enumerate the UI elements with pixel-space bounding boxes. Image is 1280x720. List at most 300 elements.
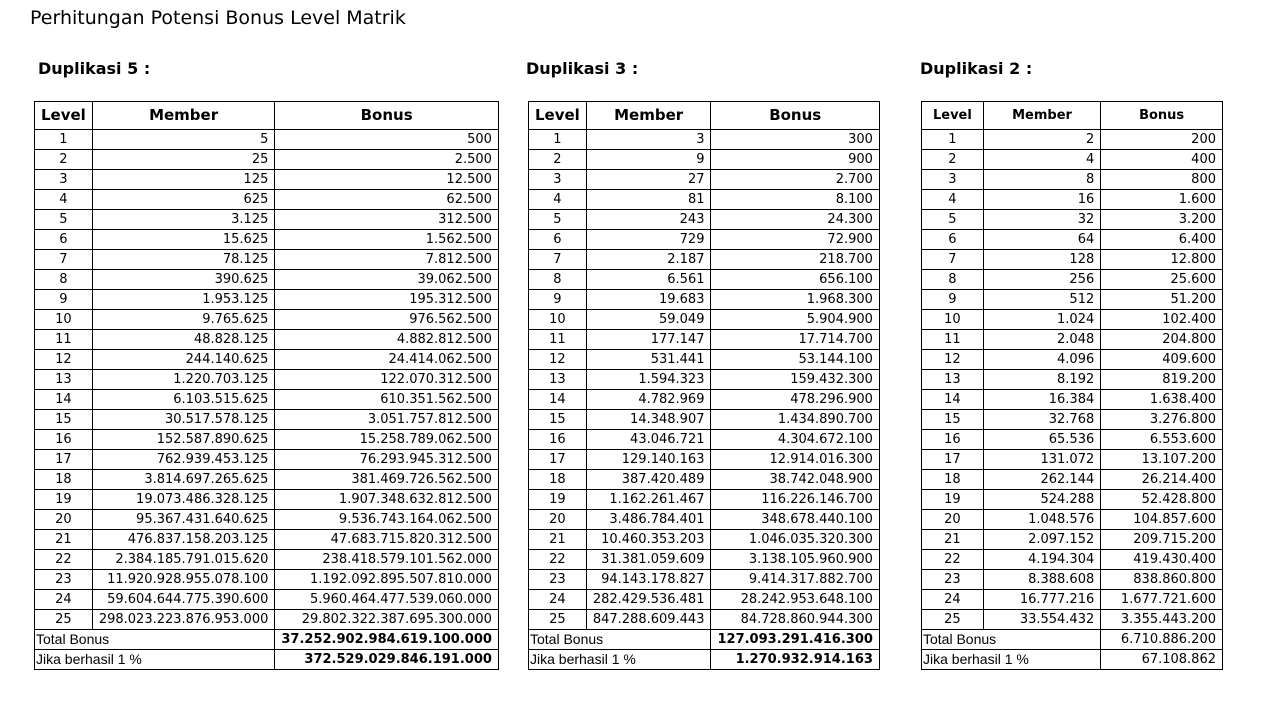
cell-bonus: 12.914.016.300 [711,450,879,470]
cell-bonus: 72.900 [711,230,879,250]
table-row [529,390,880,410]
cell-member: 128 [983,250,1100,270]
cell-bonus: 15.258.789.062.500 [275,430,499,450]
cell-level: 21 [922,530,984,550]
table-row [922,410,1223,430]
table-row [35,290,499,310]
cell-level: 21 [35,530,93,550]
cell-member: 8.388.608 [983,570,1100,590]
cell-level: 16 [35,430,93,450]
cell-level: 11 [922,330,984,350]
table-row [529,470,880,490]
cell-level: 8 [529,270,587,290]
table-row [35,550,499,570]
column-header-member: Member [586,102,711,130]
cell-member: 243 [586,210,711,230]
table-row [529,170,880,190]
cell-bonus: 419.430.400 [1101,550,1223,570]
cell-level: 16 [922,430,984,450]
column-header-member: Member [92,102,275,130]
cell-member: 847.288.609.443 [586,610,711,630]
page-title: Perhitungan Potensi Bonus Level Matrik [30,7,406,29]
cell-level: 10 [35,310,93,330]
cell-bonus: 300 [711,130,879,150]
table-row [922,490,1223,510]
cell-bonus: 5.904.900 [711,310,879,330]
cell-level: 23 [922,570,984,590]
cell-bonus: 38.742.048.900 [711,470,879,490]
table-row [35,310,499,330]
table-row [35,150,499,170]
cell-bonus: 1.434.890.700 [711,410,879,430]
cell-level: 17 [529,450,587,470]
cell-level: 7 [529,250,587,270]
cell-member: 625 [92,190,275,210]
percent-value: 372.529.029.846.191.000 [275,650,499,670]
cell-bonus: 47.683.715.820.312.500 [275,530,499,550]
percent-row [529,650,880,670]
table-row [922,230,1223,250]
total-bonus-label: Total Bonus [529,630,711,650]
cell-bonus: 24.414.062.500 [275,350,499,370]
cell-bonus: 24.300 [711,210,879,230]
cell-bonus: 76.293.945.312.500 [275,450,499,470]
cell-member: 4.782.969 [586,390,711,410]
table-row [922,430,1223,450]
cell-member: 43.046.721 [586,430,711,450]
table-row [35,210,499,230]
cell-level: 21 [529,530,587,550]
table-row [922,470,1223,490]
cell-bonus: 9.536.743.164.062.500 [275,510,499,530]
table-row [35,410,499,430]
table-row [529,230,880,250]
cell-level: 14 [529,390,587,410]
table-row [922,310,1223,330]
cell-level: 5 [922,210,984,230]
cell-bonus: 28.242.953.648.100 [711,590,879,610]
table-row [35,230,499,250]
cell-member: 31.381.059.609 [586,550,711,570]
cell-level: 20 [529,510,587,530]
cell-member: 30.517.578.125 [92,410,275,430]
cell-member: 4.096 [983,350,1100,370]
cell-member: 8.192 [983,370,1100,390]
cell-member: 2.097.152 [983,530,1100,550]
table-row [922,510,1223,530]
cell-level: 23 [35,570,93,590]
cell-bonus: 2.500 [275,150,499,170]
cell-level: 12 [35,350,93,370]
cell-bonus: 838.860.800 [1101,570,1223,590]
cell-bonus: 39.062.500 [275,270,499,290]
table-row [922,250,1223,270]
cell-bonus: 200 [1101,130,1223,150]
cell-member: 5 [92,130,275,150]
cell-level: 17 [35,450,93,470]
table-row [529,510,880,530]
cell-bonus: 3.200 [1101,210,1223,230]
cell-level: 14 [922,390,984,410]
cell-level: 1 [922,130,984,150]
cell-member: 390.625 [92,270,275,290]
cell-member: 3.125 [92,210,275,230]
cell-member: 19.073.486.328.125 [92,490,275,510]
cell-level: 24 [35,590,93,610]
cell-level: 9 [35,290,93,310]
cell-bonus: 159.432.300 [711,370,879,390]
cell-level: 13 [922,370,984,390]
column-header-bonus: Bonus [275,102,499,130]
cell-member: 14.348.907 [586,410,711,430]
cell-member: 15.625 [92,230,275,250]
table-row [529,430,880,450]
cell-level: 3 [529,170,587,190]
cell-level: 14 [35,390,93,410]
cell-level: 22 [529,550,587,570]
total-bonus-label: Total Bonus [922,630,1101,650]
cell-bonus: 656.100 [711,270,879,290]
total-bonus-label: Total Bonus [35,630,275,650]
cell-bonus: 204.800 [1101,330,1223,350]
bonus-table [921,101,1223,670]
cell-level: 5 [529,210,587,230]
cell-member: 8 [983,170,1100,190]
column-header-bonus: Bonus [711,102,879,130]
cell-bonus: 84.728.860.944.300 [711,610,879,630]
cell-member: 1.220.703.125 [92,370,275,390]
table-row [922,210,1223,230]
cell-member: 524.288 [983,490,1100,510]
table-row [529,310,880,330]
cell-member: 95.367.431.640.625 [92,510,275,530]
table-row [922,190,1223,210]
table-row [35,530,499,550]
cell-member: 729 [586,230,711,250]
table-row [529,130,880,150]
cell-bonus: 1.562.500 [275,230,499,250]
cell-bonus: 312.500 [275,210,499,230]
section-heading: Duplikasi 3 : [526,59,639,78]
cell-member: 762.939.453.125 [92,450,275,470]
cell-level: 12 [529,350,587,370]
cell-member: 16.384 [983,390,1100,410]
cell-level: 6 [35,230,93,250]
cell-bonus: 976.562.500 [275,310,499,330]
cell-level: 5 [35,210,93,230]
table-row [922,450,1223,470]
cell-bonus: 409.600 [1101,350,1223,370]
column-header-bonus: Bonus [1101,102,1223,130]
cell-level: 7 [922,250,984,270]
table-row [35,390,499,410]
cell-bonus: 1.677.721.600 [1101,590,1223,610]
cell-member: 19.683 [586,290,711,310]
cell-member: 10.460.353.203 [586,530,711,550]
table-row [529,210,880,230]
cell-member: 282.429.536.481 [586,590,711,610]
cell-level: 10 [529,310,587,330]
cell-level: 1 [35,130,93,150]
cell-level: 9 [529,290,587,310]
cell-bonus: 122.070.312.500 [275,370,499,390]
table-row [35,490,499,510]
cell-member: 531.441 [586,350,711,370]
cell-bonus: 3.051.757.812.500 [275,410,499,430]
cell-level: 19 [35,490,93,510]
cell-level: 15 [35,410,93,430]
cell-bonus: 6.553.600 [1101,430,1223,450]
cell-bonus: 500 [275,130,499,150]
table-row [922,370,1223,390]
total-bonus-row [922,630,1223,650]
cell-bonus: 400 [1101,150,1223,170]
table-row [529,330,880,350]
table-row [35,570,499,590]
table-row [35,610,499,630]
cell-level: 24 [922,590,984,610]
cell-level: 11 [35,330,93,350]
cell-level: 11 [529,330,587,350]
cell-member: 387.420.489 [586,470,711,490]
table-row [529,610,880,630]
cell-bonus: 1.907.348.632.812.500 [275,490,499,510]
table-row [35,470,499,490]
cell-bonus: 5.960.464.477.539.060.000 [275,590,499,610]
table-row [529,570,880,590]
cell-level: 16 [529,430,587,450]
cell-member: 64 [983,230,1100,250]
cell-level: 18 [529,470,587,490]
cell-level: 4 [922,190,984,210]
section-heading: Duplikasi 5 : [38,59,151,78]
cell-bonus: 1.968.300 [711,290,879,310]
table-row [529,530,880,550]
cell-level: 6 [529,230,587,250]
cell-bonus: 102.400 [1101,310,1223,330]
total-bonus-row [35,630,499,650]
cell-bonus: 6.400 [1101,230,1223,250]
cell-member: 2.048 [983,330,1100,350]
cell-member: 512 [983,290,1100,310]
cell-member: 81 [586,190,711,210]
table-row [35,450,499,470]
cell-bonus: 218.700 [711,250,879,270]
cell-member: 129.140.163 [586,450,711,470]
table-row [922,530,1223,550]
cell-level: 12 [922,350,984,370]
cell-level: 20 [35,510,93,530]
cell-bonus: 104.857.600 [1101,510,1223,530]
cell-bonus: 12.800 [1101,250,1223,270]
percent-value: 67.108.862 [1101,650,1223,670]
table-row [35,590,499,610]
table-row [35,190,499,210]
cell-bonus: 1.046.035.320.300 [711,530,879,550]
cell-bonus: 195.312.500 [275,290,499,310]
table-row [529,350,880,370]
table-row [529,250,880,270]
total-bonus-value: 6.710.886.200 [1101,630,1223,650]
cell-member: 262.144 [983,470,1100,490]
column-header-level: Level [922,102,984,130]
cell-bonus: 3.138.105.960.900 [711,550,879,570]
cell-bonus: 209.715.200 [1101,530,1223,550]
cell-bonus: 51.200 [1101,290,1223,310]
cell-bonus: 800 [1101,170,1223,190]
cell-level: 2 [35,150,93,170]
cell-level: 15 [529,410,587,430]
cell-bonus: 26.214.400 [1101,470,1223,490]
table-row [35,250,499,270]
table-row [35,170,499,190]
cell-member: 152.587.890.625 [92,430,275,450]
cell-level: 22 [35,550,93,570]
cell-member: 1.594.323 [586,370,711,390]
cell-member: 32 [983,210,1100,230]
table-row [922,290,1223,310]
cell-level: 18 [35,470,93,490]
cell-member: 1.024 [983,310,1100,330]
cell-bonus: 238.418.579.101.562.000 [275,550,499,570]
cell-level: 7 [35,250,93,270]
cell-member: 2.187 [586,250,711,270]
cell-member: 16.777.216 [983,590,1100,610]
table-row [35,130,499,150]
cell-bonus: 9.414.317.882.700 [711,570,879,590]
cell-bonus: 348.678.440.100 [711,510,879,530]
cell-level: 19 [922,490,984,510]
cell-bonus: 62.500 [275,190,499,210]
table-row [529,270,880,290]
cell-level: 20 [922,510,984,530]
cell-level: 8 [922,270,984,290]
cell-bonus: 17.714.700 [711,330,879,350]
table-row [35,350,499,370]
cell-level: 2 [529,150,587,170]
cell-bonus: 52.428.800 [1101,490,1223,510]
cell-member: 4.194.304 [983,550,1100,570]
cell-member: 476.837.158.203.125 [92,530,275,550]
cell-bonus: 3.355.443.200 [1101,610,1223,630]
cell-member: 16 [983,190,1100,210]
cell-level: 22 [922,550,984,570]
cell-bonus: 478.296.900 [711,390,879,410]
cell-member: 1.048.576 [983,510,1100,530]
percent-label: Jika berhasil 1 % [529,650,711,670]
cell-member: 3 [586,130,711,150]
cell-member: 131.072 [983,450,1100,470]
header-row [35,102,499,130]
table-row [922,550,1223,570]
cell-member: 65.536 [983,430,1100,450]
percent-row [35,650,499,670]
cell-level: 13 [35,370,93,390]
table-row [922,390,1223,410]
cell-level: 25 [35,610,93,630]
cell-level: 18 [922,470,984,490]
cell-level: 6 [922,230,984,250]
column-header-level: Level [35,102,93,130]
table-row [529,490,880,510]
cell-member: 6.561 [586,270,711,290]
cell-member: 1.162.261.467 [586,490,711,510]
table-row [529,370,880,390]
table-row [922,610,1223,630]
cell-level: 23 [529,570,587,590]
table-row [529,150,880,170]
cell-level: 10 [922,310,984,330]
percent-label: Jika berhasil 1 % [922,650,1101,670]
table-row [922,150,1223,170]
table-row [35,430,499,450]
cell-level: 2 [922,150,984,170]
table-row [529,550,880,570]
table-row [529,290,880,310]
cell-level: 15 [922,410,984,430]
cell-level: 19 [529,490,587,510]
cell-member: 3.814.697.265.625 [92,470,275,490]
cell-bonus: 2.700 [711,170,879,190]
cell-bonus: 7.812.500 [275,250,499,270]
cell-bonus: 12.500 [275,170,499,190]
cell-bonus: 819.200 [1101,370,1223,390]
cell-member: 78.125 [92,250,275,270]
cell-member: 1.953.125 [92,290,275,310]
cell-bonus: 1.600 [1101,190,1223,210]
cell-bonus: 53.144.100 [711,350,879,370]
section-heading: Duplikasi 2 : [920,59,1033,78]
cell-level: 4 [529,190,587,210]
table-row [529,450,880,470]
cell-member: 125 [92,170,275,190]
cell-bonus: 900 [711,150,879,170]
cell-level: 25 [922,610,984,630]
cell-level: 13 [529,370,587,390]
cell-member: 9.765.625 [92,310,275,330]
table-row [922,570,1223,590]
cell-member: 2 [983,130,1100,150]
cell-level: 25 [529,610,587,630]
column-header-level: Level [529,102,587,130]
table-row [922,270,1223,290]
cell-bonus: 1.192.092.895.507.810.000 [275,570,499,590]
table-row [922,130,1223,150]
cell-level: 9 [922,290,984,310]
header-row [922,102,1223,130]
cell-bonus: 4.304.672.100 [711,430,879,450]
cell-member: 59.604.644.775.390.600 [92,590,275,610]
cell-member: 33.554.432 [983,610,1100,630]
table-row [922,330,1223,350]
cell-bonus: 4.882.812.500 [275,330,499,350]
table-row [922,350,1223,370]
cell-level: 8 [35,270,93,290]
total-bonus-value: 127.093.291.416.300 [711,630,879,650]
cell-member: 32.768 [983,410,1100,430]
table-row [529,590,880,610]
bonus-table [34,101,499,670]
cell-member: 6.103.515.625 [92,390,275,410]
cell-bonus: 1.638.400 [1101,390,1223,410]
cell-member: 27 [586,170,711,190]
cell-member: 59.049 [586,310,711,330]
cell-bonus: 25.600 [1101,270,1223,290]
percent-label: Jika berhasil 1 % [35,650,275,670]
cell-bonus: 610.351.562.500 [275,390,499,410]
table-row [35,370,499,390]
total-bonus-row [529,630,880,650]
